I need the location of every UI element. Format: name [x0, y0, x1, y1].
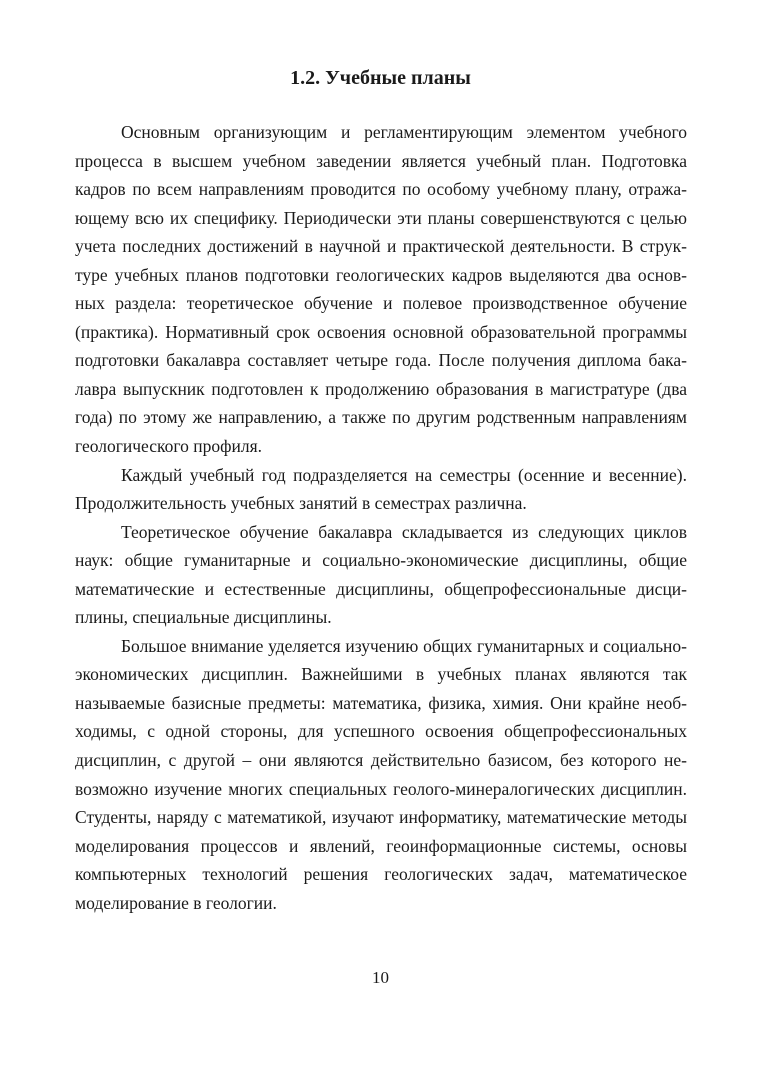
section-title: 1.2. Учебные планы: [290, 67, 471, 89]
paragraph-semesters: Каждый учебный год подразделяется на семестры (осенние и весенние). Продолжительность учебных занятий в семестрах различна.: [75, 464, 687, 514]
paragraph-theoretical-training: Теоретическое обучение бакалавра складывается из следующих циклов наук: общие гуманитарные и социально-экономические дисциплины, общие математические и естественные дисциплины, общепрофессиональные дисциплины, специальные дисциплины.: [75, 521, 687, 628]
paragraph-curriculum-overview: Основным организующим и регламентирующим элементом учебного процесса в высшем учебном заведении является учебный план. Подготовка кадров по всем направлениям проводится по особому учебному плану, отражающему всю их специфику. Периодически эти планы совершенствуются с целью учета последних достижений в научной и практической деятельности. В структуре учебных планов подготовки геологических кадров выделяются два основных раздела: теоретическое обучение и полевое производственное обучение (практика). Нормативный срок освоения основной образовательной программы подготовки бакалавра составляет четыре года. После получения диплома бакалавра выпускник подготовлен к продолжению образования в магистратуре (два года) по этому же направлению, а также по другим родственным направлениям геологического профиля.: [75, 122, 687, 457]
body-text: [75, 118, 687, 917]
paragraph-basic-disciplines: Большое внимание уделяется изучению общих гуманитарных и социально-экономических дисциплин. Важнейшими в учебных планах являются так называемые базисные предметы: математика, физика, химия. Они крайне необходимы, с одной стороны, для успешного освоения общепрофессиональных дисциплин, с другой – они являются действительно базисом, без которого невозможно изучение многих специальных геолого-минералогических дисциплин. Студенты, наряду с математикой, изучают информатику, математические методы моделирования процессов и явлений, геоинформационные системы, основы компьютерных технологий решения геологических задач, математическое моделирование в геологии.: [75, 635, 687, 913]
page-number: 10: [372, 968, 389, 987]
